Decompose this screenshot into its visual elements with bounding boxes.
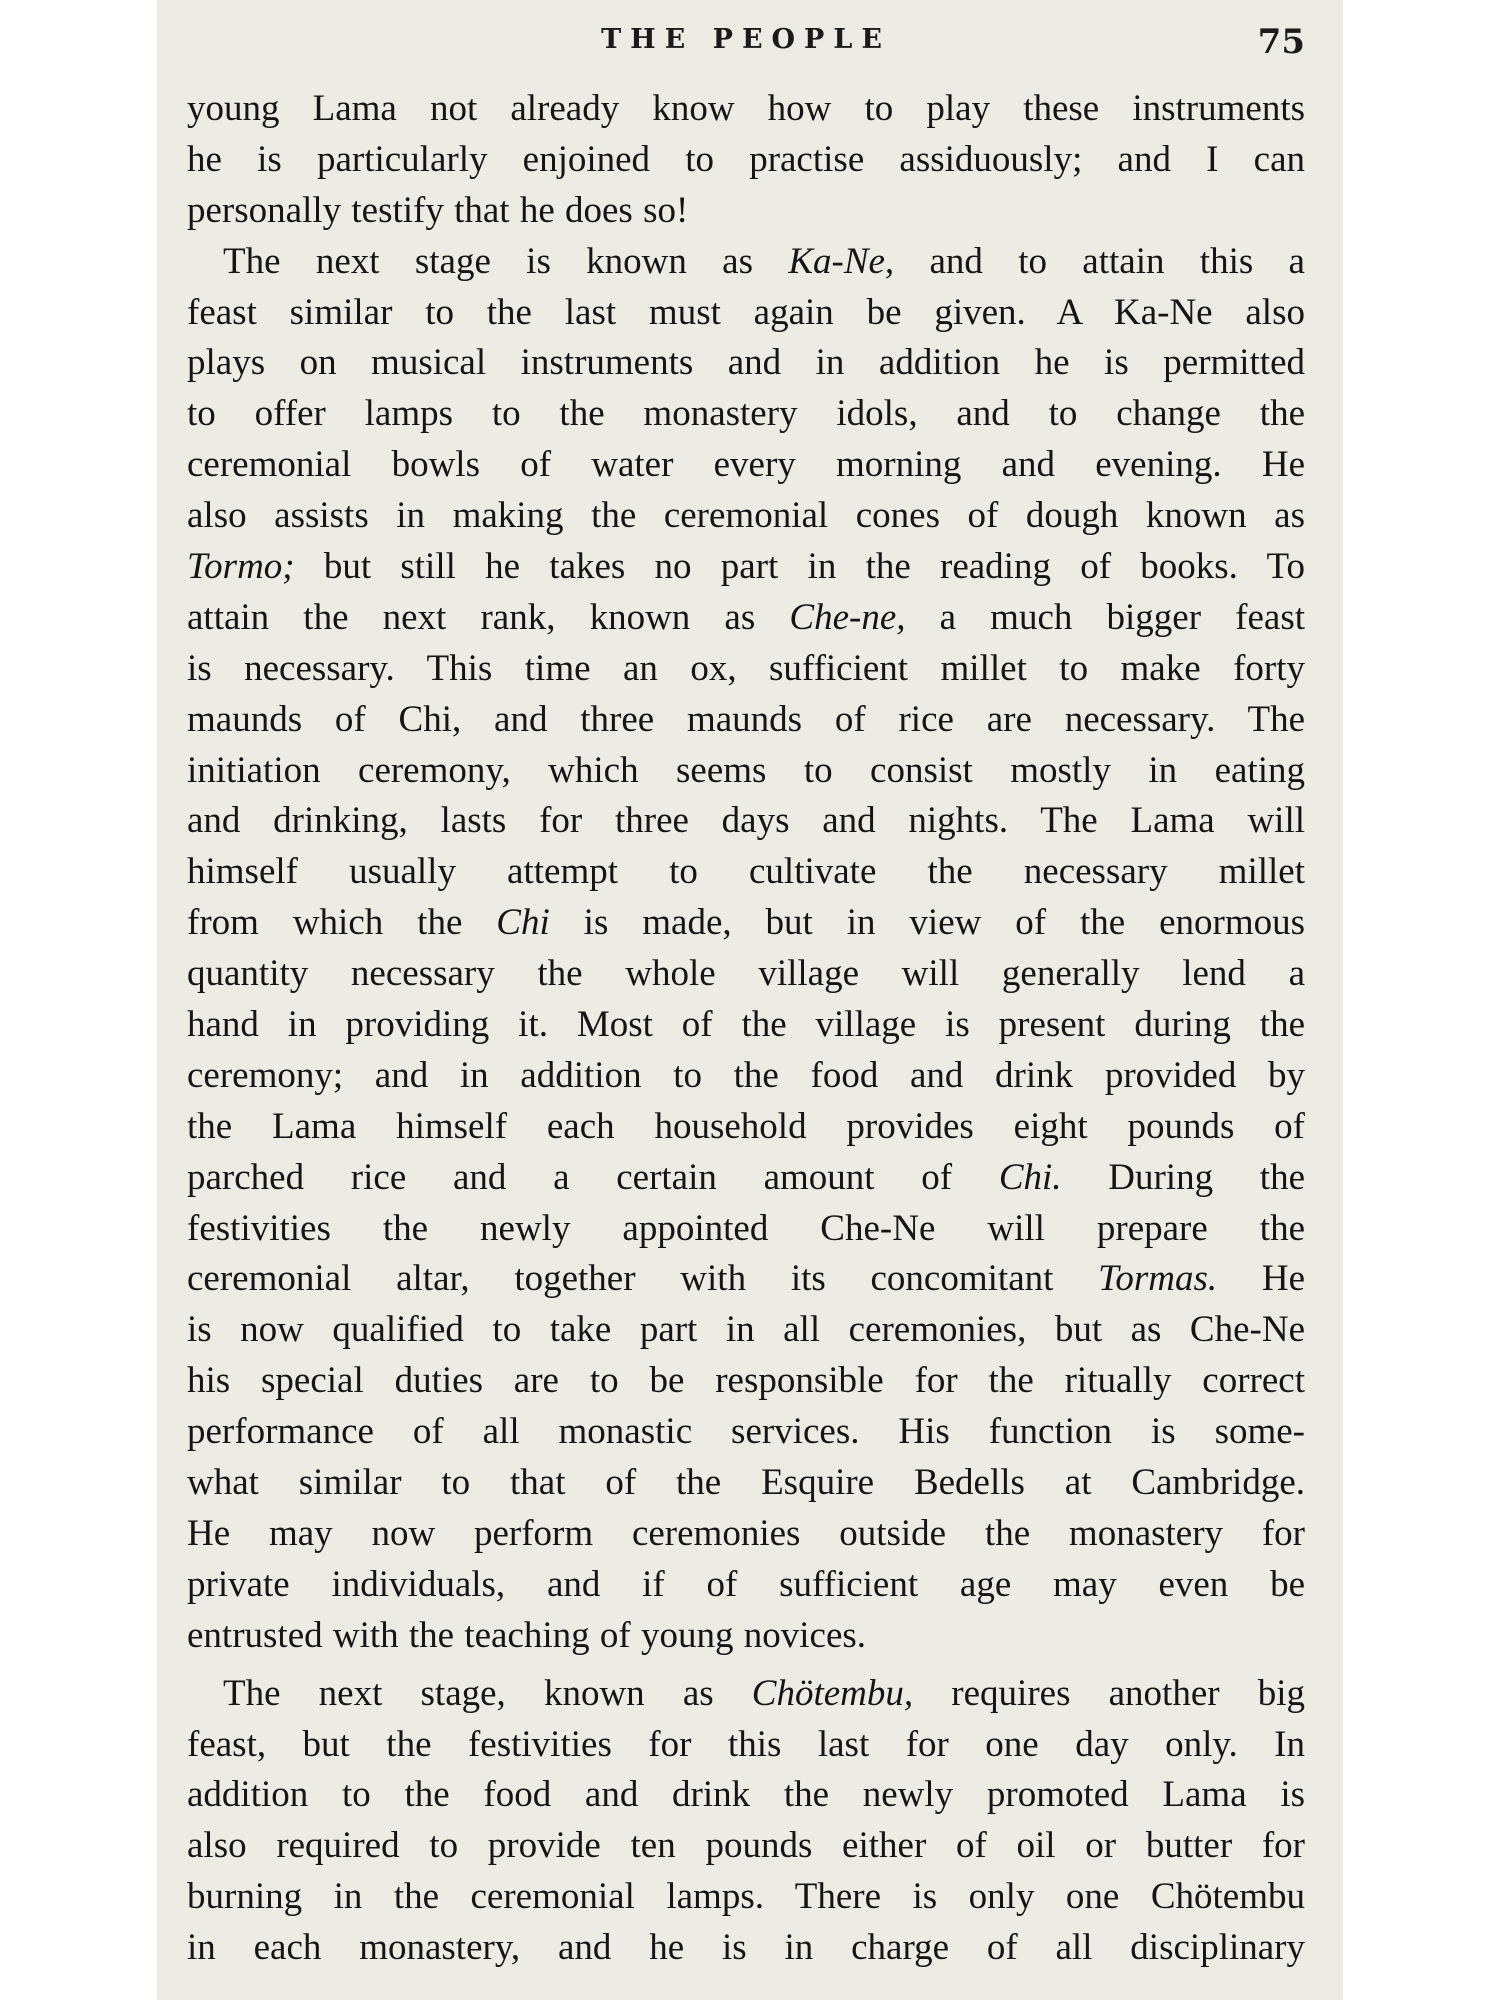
text-line: young Lama not already know how to play these instruments bbox=[187, 88, 1305, 129]
text-line: addition to the food and drink the newly promoted Lama is bbox=[187, 1774, 1305, 1816]
text-line: The next stage, known as Chötembu, requires another big bbox=[223, 1672, 1305, 1714]
text-line: to offer lamps to the monastery idols, and to change the bbox=[187, 393, 1305, 435]
text-line: initiation ceremony, which seems to consist mostly in eating bbox=[187, 749, 1305, 791]
text-line: himself usually attempt to cultivate the necessary millet bbox=[187, 851, 1305, 893]
text-line: He may now perform ceremonies outside the monastery for bbox=[187, 1512, 1305, 1554]
text-line: is necessary. This time an ox, sufficient millet to make forty bbox=[187, 647, 1305, 689]
italic-term: Tormo; bbox=[187, 546, 295, 588]
text-line: hand in providing it. Most of the village is present during the bbox=[187, 1004, 1305, 1046]
text-line: personally testify that he does so! bbox=[187, 189, 689, 231]
text-line: ceremony; and in addition to the food and drink provided by bbox=[187, 1054, 1305, 1096]
text-line: in each monastery, and he is in charge of all disciplinary bbox=[187, 1927, 1305, 1969]
text-line: ceremonial altar, together with its concomitant Tormas. He bbox=[187, 1258, 1305, 1300]
text-line: festivities the newly appointed Che-Ne will prepare the bbox=[187, 1207, 1305, 1249]
italic-term: Chi bbox=[496, 902, 550, 944]
page-number: 75 bbox=[1257, 22, 1305, 62]
text-line: and drinking, lasts for three days and nights. The Lama will bbox=[187, 800, 1305, 842]
text-line: also required to provide ten pounds either of oil or butter for bbox=[187, 1825, 1305, 1867]
text-line: burning in the ceremonial lamps. There is only one Chötembu bbox=[187, 1876, 1305, 1918]
text-line: the Lama himself each household provides eight pounds of bbox=[187, 1105, 1305, 1147]
text-line: ceremonial bowls of water every morning and evening. He bbox=[187, 444, 1305, 486]
running-head-title: THE PEOPLE bbox=[601, 24, 891, 55]
text-line: feast similar to the last must again be given. A Ka-Ne also bbox=[187, 291, 1305, 333]
text-line: parched rice and a certain amount of Chi. During the bbox=[187, 1156, 1305, 1198]
running-head bbox=[187, 22, 1305, 72]
italic-term: Tormas. bbox=[1098, 1258, 1218, 1300]
text-line: also assists in making the ceremonial cones of dough known as bbox=[187, 495, 1305, 537]
text-line: he is particularly enjoined to practise assiduously; and I can bbox=[187, 138, 1305, 180]
italic-term: Chötembu, bbox=[751, 1672, 914, 1714]
italic-term: Che-ne, bbox=[789, 596, 906, 638]
book-page bbox=[157, 0, 1343, 2000]
text-line: maunds of Chi, and three maunds of rice are necessary. The bbox=[187, 698, 1305, 740]
text-line: plays on musical instruments and in addition he is permitted bbox=[187, 342, 1305, 384]
italic-term: Ka-Ne, bbox=[788, 240, 895, 282]
text-line: performance of all monastic services. His function is some- bbox=[187, 1411, 1305, 1453]
body-text bbox=[187, 84, 1305, 1974]
text-line: quantity necessary the whole village will generally lend a bbox=[187, 953, 1305, 995]
text-line: feast, but the festivities for this last for one day only. In bbox=[187, 1723, 1305, 1765]
text-line: what similar to that of the Esquire Bedells at Cambridge. bbox=[187, 1462, 1305, 1504]
text-line: Tormo; but still he takes no part in the reading of books. To bbox=[187, 546, 1305, 588]
text-line: attain the next rank, known as Che-ne, a much bigger feast bbox=[187, 596, 1305, 638]
italic-term: Chi. bbox=[998, 1156, 1062, 1198]
text-line: from which the Chi is made, but in view of the enormous bbox=[187, 902, 1306, 944]
text-line: The next stage is known as Ka-Ne, and to attain this a bbox=[223, 240, 1305, 282]
text-line: is now qualified to take part in all ceremonies, but as Che-Ne bbox=[187, 1309, 1305, 1351]
text-line: private individuals, and if of sufficient age may even be bbox=[187, 1563, 1305, 1605]
text-line: entrusted with the teaching of young novices. bbox=[187, 1614, 867, 1656]
text-line: his special duties are to be responsible for the ritually correct bbox=[187, 1360, 1305, 1402]
